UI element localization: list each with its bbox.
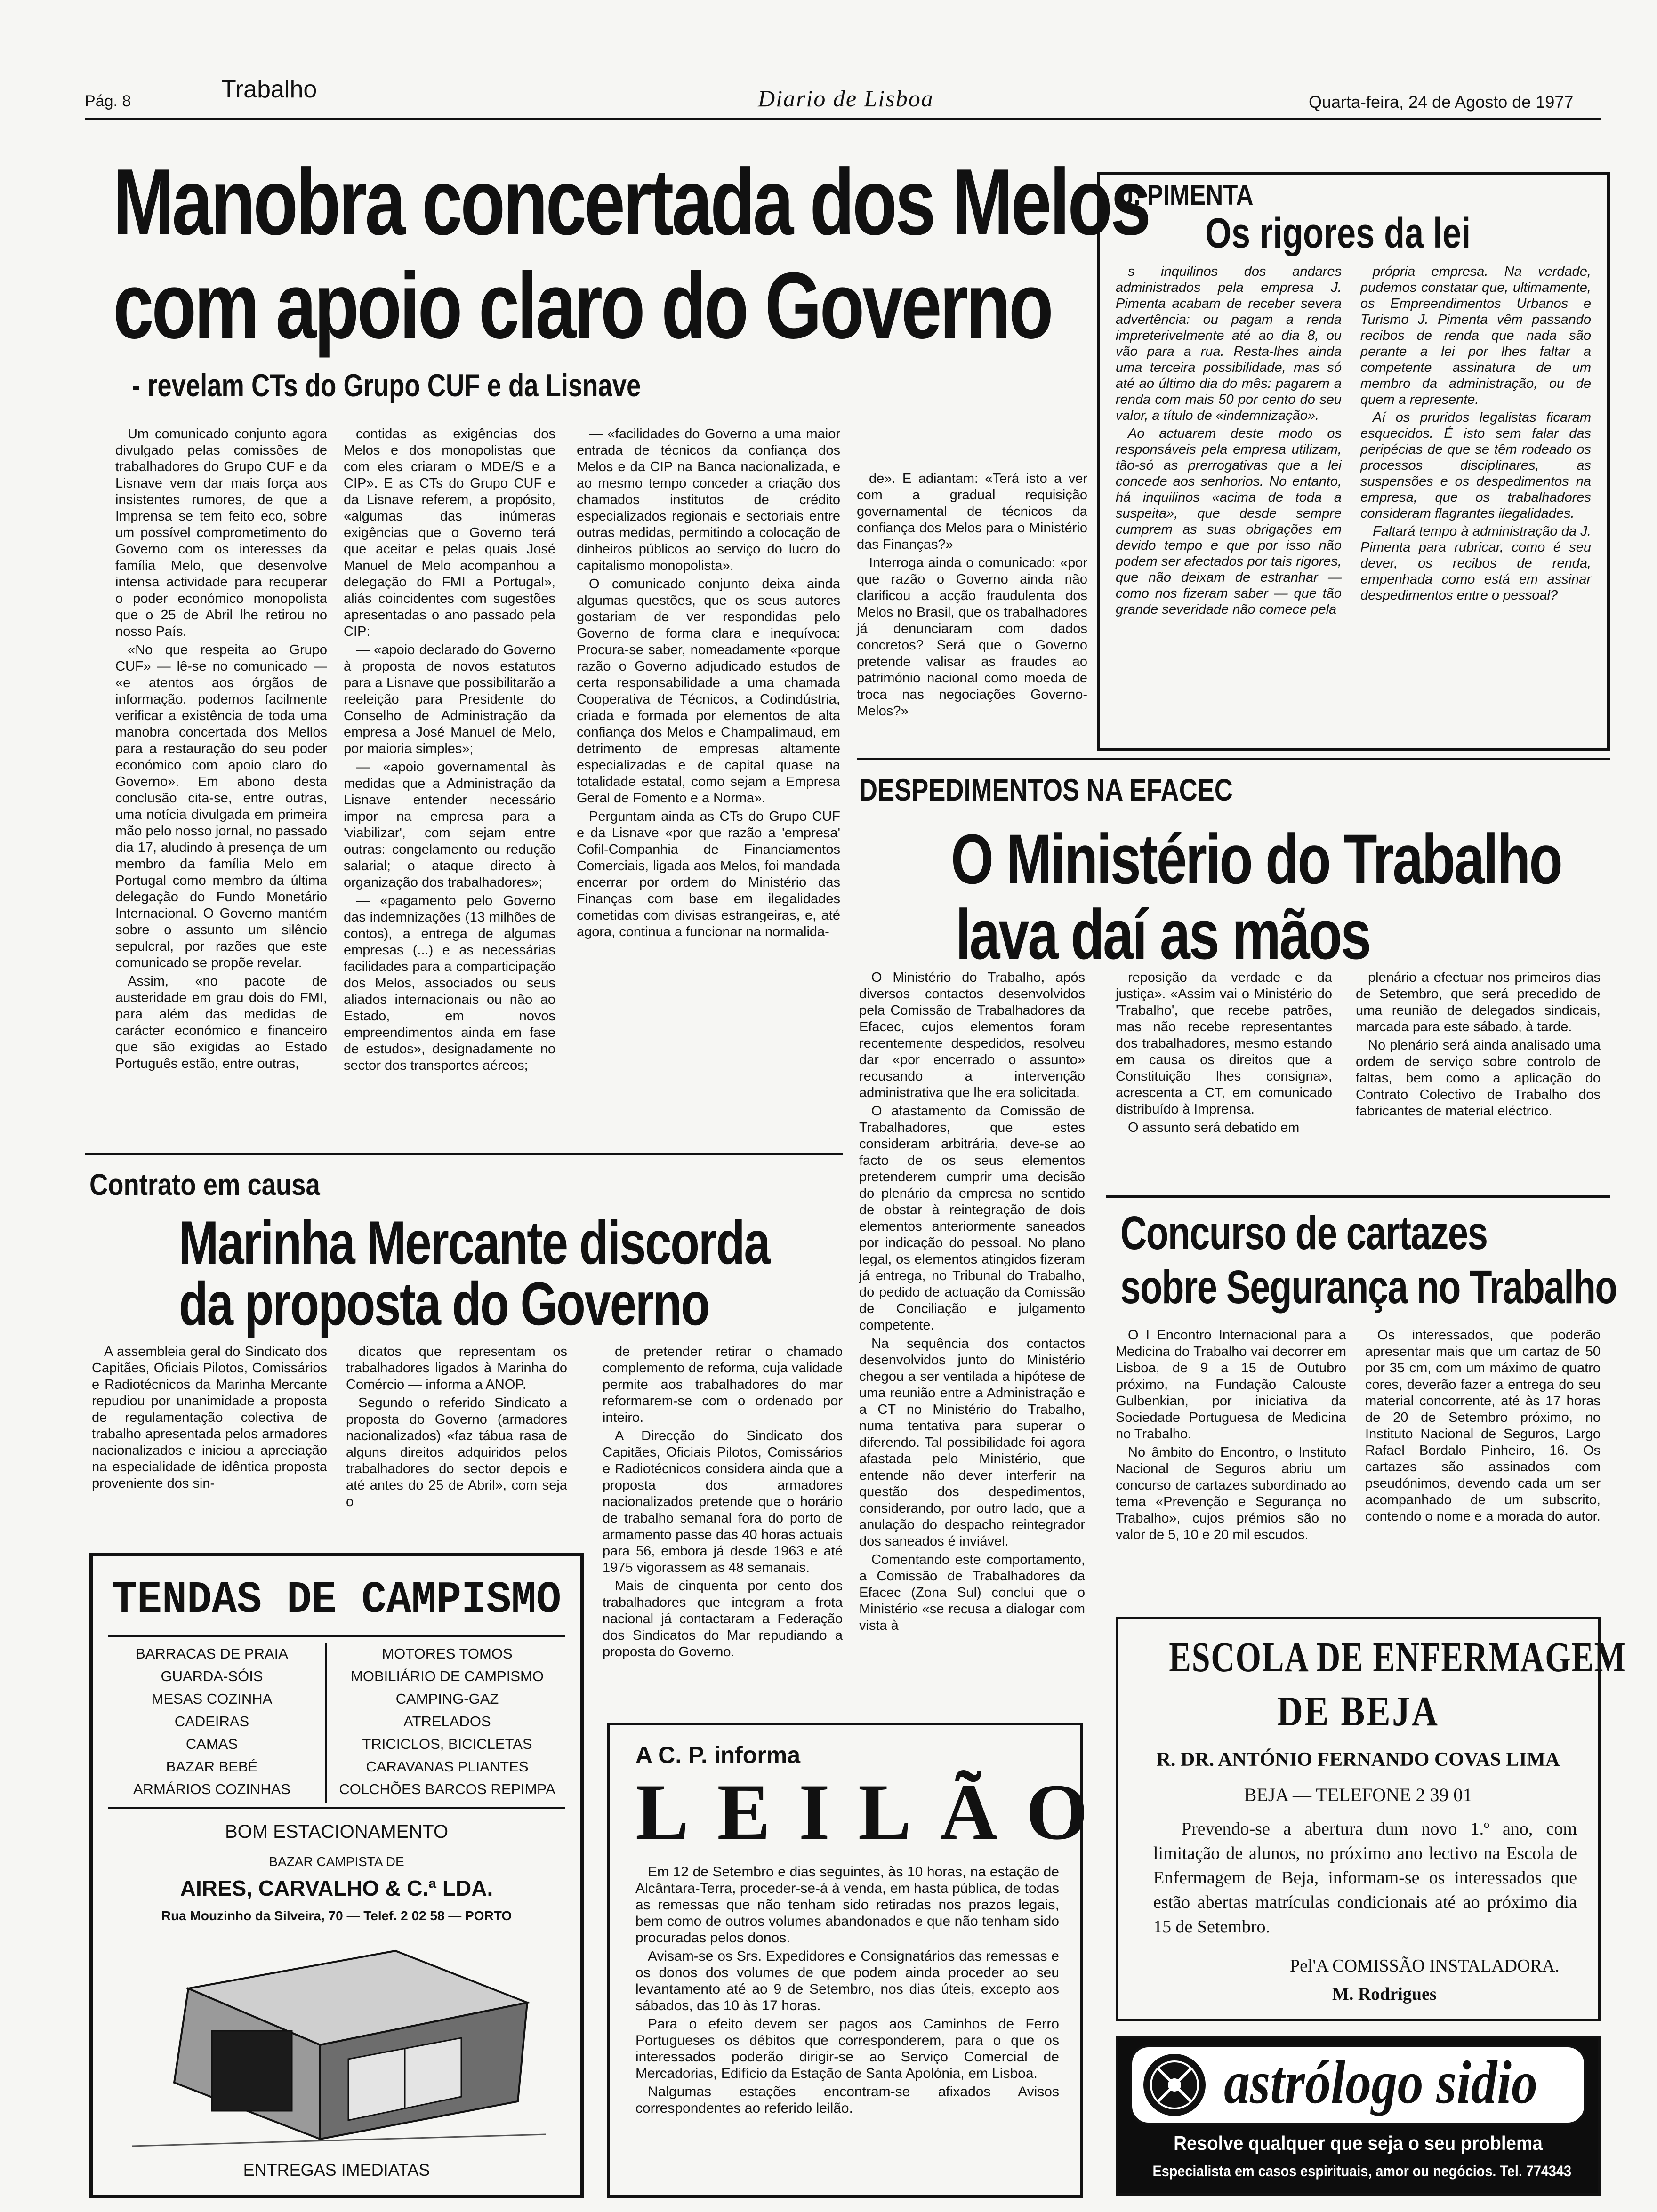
tendas-rule [108, 1635, 565, 1637]
tendas-item: TRICICLOS, BICICLETAS [362, 1736, 532, 1752]
paragraph: — «facilidades do Governo a uma maior entrada de técnicos da confiança dos Melos e da CIP na Banca nacionalizada, e ao mesmo tempo conceder a criação dos chamados institutos de crédito especializados regionais e sectoriais entre outras medidas, permitindo a colocação de dinheiros públicos ao serviço do lucro do capitalismo monopolista». [577, 426, 840, 573]
tendas-company: AIRES, CARVALHO & C.ª LDA. [180, 1876, 493, 1900]
paragraph: A Direcção do Sindicato dos Capitães, Oficiais Pilotos, Comissários e Radiotécnicos considera ainda que a proposta dos armadores nacionalizados pretende que o horário de trabalho semanal fora do porto de armamento passe das 40 horas actuais para 56, embora já desde 1963 e até 1975 vigorassem as 48 semanais. [603, 1428, 843, 1575]
escola-address: R. DR. ANTÓNIO FERNANDO COVAS LIMA [1156, 1749, 1560, 1771]
pimenta-author: J. PIMENTA [1120, 179, 1254, 211]
paragraph: Os interessados, que poderão apresentar mais que um cartaz de 50 por 35 cm, com um máximo de quatro cores, deverão fazer a entrega do seu material concorrente, até às 17 horas de 20 de Setembro próximo, no Instituto Nacional de Seguros, Largo Rafael Bordalo Pinheiro, 16. Os cartazes são assinados com pseudónimos, devendo cada um ser acompanhado de um subscrito, contendo o nome e a morada do autor. [1365, 1328, 1601, 1524]
paragraph: Interroga ainda o comunicado: «por que razão o Governo ainda não clarificou a acção fraudulenta dos Melos no Brasil, que os trabalhadores já denunciaram com dados concretos? Será que o Governo pretende valisar as fraudes ao património nacional como moeda de troca nas negociações Governo-Melos?» [857, 555, 1087, 719]
main-col-2 [344, 426, 555, 1076]
paragraph: de pretender retirar o chamado complemento de reforma, cuja validade permite aos trabalhadores do mar reformarem-se com o ordenado por inteiro. [603, 1344, 843, 1425]
marinha-col-1 [92, 1344, 327, 1494]
main-col-4 [857, 471, 1087, 721]
paragraph: Assim, «no pacote de austeridade em grau dois do FMI, para além das medidas de carácter económico e financeiro que são exigidas ao Estado Português estão, entre outras, [115, 974, 327, 1071]
paragraph: de». E adiantam: «Terá isto a ver com a gradual requisição governamental de técnicos da confiança dos Melos para o Ministério das Finanças?» [857, 471, 1087, 552]
paragraph: dicatos que representam os trabalhadores ligados à Marinha do Comércio — informa a ANOP. [346, 1344, 567, 1392]
paragraph: O assunto será debatido em [1128, 1120, 1300, 1135]
concurso-headline-line1: Concurso de cartazes [1120, 1207, 1488, 1259]
paragraph: reposição da verdade e da justiça». «Assim vai o Ministério do 'Trabalho', que recebe patrões, mas não recebe representantes dos trabalhadores, mesmo estando em causa os direitos que a Constituição lhes consigna», acrescenta a CT, em comunicado distribuído à Imprensa. [1116, 970, 1332, 1117]
pimenta-col-1 [1116, 264, 1342, 619]
tendas-item: CADEIRAS [174, 1713, 249, 1730]
paragraph: — «apoio declarado do Governo à proposta de novos estatutos para a Lisnave que possibilitarão a reeleição para Presidente do Conselho de Administração da empresa a José Manuel de Melo, por maioria simples»; [344, 642, 555, 756]
paragraph: Perguntam ainda as CTs do Grupo CUF e da Lisnave «por que razão a 'empresa' Cofil-Companhia de Financiamentos Comerciais, ligada aos Melos, foi mandada encerrar por ordem do Ministério das Finanças com base em ilegalidades cometidas com divisas estrangeiras, e, até agora, continua a funcionar na normalida- [577, 809, 840, 939]
tendas-parking: BOM ESTACIONAMENTO [225, 1821, 449, 1842]
paragraph: O comunicado conjunto deixa ainda algumas questões, que os seus autores gostariam de ver respondidas pelo Governo de forma clara e inequívoca: Procura-se saber, nomeadamente «porque razão o Governo adjudicado estudos de certa responsabilidade a uma chamada Cooperativa de Técnicos, a Codindústria, criada e formada por elementos de alta confiança dos Melos e Champalimaud, em detrimento de empresas altamente especializadas e de capital quase na totalidade estatal, como sejam a Empresa Geral de Fomento e a Norma». [577, 577, 840, 806]
escola-body: Prevendo-se a abertura dum novo 1.º ano, com limitação de alunos, no próximo ano lectivo na Escola de Enfermagem de Beja, informam-se os interessados que estão abertas matrículas condicionais até ao próximo dia 15 de Setembro. [1153, 1819, 1577, 1937]
paragraph: Um comunicado conjunto agora divulgado pelas comissões de trabalhadores do Grupo CUF e da Lisnave vem dar mais força aos insistentes rumores, de que a Imprensa se tem feito eco, sobre um possível comprometimento do Governo com os interesses da família Melo, que desenvolve intensa actividade para recuperar o poder económico monopolista que o 25 de Abril lhe retirou no nosso País. [115, 426, 327, 639]
marinha-headline-line1: Marinha Mercante discorda [179, 1208, 770, 1277]
tendas-item: COLCHÕES BARCOS REPIMPA [339, 1781, 555, 1797]
paragraph: Para o efeito devem ser pagos aos Caminhos de Ferro Portugueses os débitos que corresponderem, para o que os interessados poderão dirigir-se ao Serviço Comercial de Mercadorias, Edifício da Estação de Santa Apolónia, em Lisboa. [635, 2016, 1059, 2081]
tent-illustration [132, 1932, 546, 2153]
main-col-3 [577, 426, 840, 942]
tendas-divider [325, 1643, 327, 1803]
paragraph: No plenário será ainda analisado uma ordem de serviço sobre controlo de faltas, bem como a aplicação do Contrato Colectivo de Trabalho dos fabricantes de material eléctrico. [1356, 1038, 1601, 1119]
tendas-item: CAMAS [185, 1736, 238, 1752]
escola-signoff: Pel'A COMISSÃO INSTALADORA. [1290, 1956, 1560, 1976]
concurso-col-1 [1116, 1327, 1346, 1545]
leilao-body [635, 1864, 1059, 2118]
tendas-item: BARRACAS DE PRAIA [136, 1645, 288, 1662]
section-label: Trabalho [221, 76, 317, 103]
astrologo-line1: Resolve qualquer que seja o seu problema [1174, 2132, 1543, 2154]
leilao-kicker: A C. P. informa [635, 1742, 801, 1768]
paragraph: No âmbito do Encontro, o Instituto Nacional de Seguros abriu um concurso de cartazes subordinado ao tema «Prevenção e Segurança no Trabalho», cujos prémios são no valor de 5, 10 e 20 mil escudos. [1116, 1445, 1346, 1542]
tendas-item: MESAS COZINHA [151, 1691, 273, 1707]
paragraph: O Ministério do Trabalho, após diversos contactos desenvolvidos pela Comissão de Trabalhadores da Efacec, cujos elementos foram recentemente despedidos, resolveu dar «por encerrado o assunto» recusando a intervenção administrativa que lhe era solicitada. [859, 970, 1085, 1100]
tendas-item: CAMPING-GAZ [395, 1691, 499, 1707]
paragraph: Aí os pruridos legalistas ficaram esquecidos. É isto sem falar das peripécias de que se têm rodeado os processos disciplinares, as suspensões e os despedimentos na empresa, que os trabalhadores consideram flagrantes ilegalidades. [1360, 410, 1591, 521]
tendas-item: ARMÁRIOS COZINHAS [133, 1781, 291, 1797]
tendas-title: TENDAS DE CAMPISMO [112, 1574, 562, 1626]
zodiac-icon [1139, 2050, 1210, 2120]
paragraph: Comentando este comportamento, a Comissão de Trabalhadores da Efacec (Zona Sul) conclui que o Ministério «se recusa a dialogar com vista à [859, 1552, 1085, 1633]
marinha-top-rule [85, 1153, 843, 1155]
concurso-top-rule [1106, 1195, 1610, 1198]
paragraph: s inquilinos dos andares administrados pela empresa J. Pimenta acabam de receber severa advertência: ou pagam a renda impreterivelmente até ao dia 8, ou vão para a rua. Resta-lhes ainda uma terceira possibilidade, mas só até ao último dia do mês: pagarem a renda com mais 50 por cento do seu valor, a título de «indemnização». [1116, 264, 1342, 423]
efacec-col-1 [859, 970, 1085, 1636]
concurso-col-2 [1365, 1327, 1601, 1527]
efacec-headline-line1: O Ministério do Trabalho [951, 819, 1561, 898]
paragraph: Nalgumas estações encontram-se afixados Avisos correspondentes ao referido leilão. [635, 2084, 1059, 2116]
main-col-1 [115, 426, 327, 1074]
escola-title-1: ESCOLA DE ENFERMAGEM [1169, 1634, 1626, 1681]
efacec-headline-line2: lava daí as mãos [956, 895, 1370, 974]
tendas-bazar: BAZAR CAMPISTA DE [269, 1854, 404, 1869]
paragraph: O afastamento da Comissão de Trabalhadores, que estes consideram arbitrária, deve-se ao facto de os seus elementos pretenderem cumprir uma decisão do plenário da empresa no sentido de obstar à reintegração de dois elementos anteriormente saneados por indicação do pessoal. No plano legal, os elementos atingidos fizeram já entrega, no Tribunal do Trabalho, do pedido de actuação da Comissão de Conciliação e julgamento competente. [859, 1104, 1085, 1333]
tendas-item: GUARDA-SÓIS [161, 1668, 263, 1684]
paragraph: própria empresa. Na verdade, pudemos constatar que, ultimamente, os Empreendimentos Urbanos e Turismo J. Pimenta vêm passando recibos de renda que nada são perante a lei por lhes faltar a competente assinatura de um membro da administração, ou de quem a represente. [1360, 264, 1591, 407]
paragraph: O I Encontro Internacional para a Medicina do Trabalho vai decorrer em Lisboa, de 9 a 15 de Outubro próximo, na Fundação Calouste Gulbenkian, por iniciativa da Sociedade Portuguesa de Medicina no Trabalho. [1116, 1328, 1346, 1442]
tendas-rule-2 [108, 1807, 565, 1809]
pimenta-title: Os rigores da lei [1205, 210, 1471, 257]
tendas-address: Rua Mouzinho da Silveira, 70 — Telef. 2 02 58 — PORTO [161, 1908, 512, 1923]
tendas-list-left [108, 1643, 315, 1801]
masthead: Diario de Lisboa [758, 85, 934, 112]
tendas-item: MOTORES TOMOS [382, 1645, 513, 1662]
marinha-kicker: Contrato em causa [89, 1168, 320, 1202]
marinha-headline-line2: da proposta do Governo [179, 1269, 709, 1338]
marinha-col-2 [346, 1344, 567, 1512]
paragraph: Ao actuarem deste modo os responsáveis pela empresa utilizam, tão-só as prerrogativas que a lei concede aos senhorios. No entanto, há inquilinos «acima de toda a suspeita», que desde sempre cumprem as suas obrigações em devido tempo e que por isso não podem ser afectados por tais rigores, que não deixam de estranhar — como nos fizeram saber — que tão grande severidade não comece pela [1116, 426, 1342, 617]
astrologo-line2: Especialista em casos espirituais, amor ou negócios. Tel. 774343 [1152, 2163, 1571, 2180]
pimenta-col-2 [1360, 264, 1591, 605]
efacec-top-rule [857, 758, 1610, 760]
efacec-col-3 [1356, 970, 1601, 1122]
paragraph: Faltará tempo à administração da J. Pimenta para rubricar, como é seu dever, os recibos de renda, empenhada como está em assinar despedimentos entre o pessoal? [1360, 524, 1591, 603]
tendas-item: ATRELADOS [403, 1713, 491, 1730]
tendas-item: CARAVANAS PLIANTES [366, 1758, 529, 1775]
page-number: Pág. 8 [85, 92, 131, 110]
astrologo-title: astrólogo sidio [1224, 2049, 1538, 2116]
header-rule [85, 118, 1601, 120]
paragraph: Mais de cinquenta por cento dos trabalhadores que integram a frota nacional já contactaram a Federação dos Sindicatos do Mar repudiando a proposta do Governo. [603, 1579, 843, 1659]
leilao-title: LEILÃO [635, 1768, 1117, 1856]
main-headline-line1: Manobra concertada dos Melos [113, 150, 1149, 255]
tent-icon [132, 1951, 546, 2146]
tendas-footer: ENTREGAS IMEDIATAS [243, 2160, 430, 2180]
paragraph: — «apoio governamental às medidas que a Administração da Lisnave entender necessário impor na empresa para a 'viabilizar', com sejam entre outras: congelamento ou redução salarial; o ataque directo à organização dos trabalhadores»; [344, 760, 555, 890]
tendas-list-right [330, 1643, 565, 1801]
paragraph: A assembleia geral do Sindicato dos Capitães, Oficiais Pilotos, Comissários e Radiotécnicos da Marinha Mercante repudiou por unanimidade a proposta de regulamentação colectiva de trabalho apresentada pelos armadores nacionalizados e iniciou a apreciação na especialidade de idêntica proposta proveniente dos sin- [92, 1344, 327, 1491]
main-subhead: - revelam CTs do Grupo CUF e da Lisnave [132, 368, 641, 403]
paragraph: plenário a efectuar nos primeiros dias de Setembro, que será precedido de uma reunião de delegados sindicais, marcada para este sábado, à tarde. [1356, 970, 1601, 1034]
paragraph: Segundo o referido Sindicato a proposta do Governo (armadores nacionalizados) «faz tábua rasa de alguns direitos adquiridos pelos trabalhadores do sector depois e até antes do 25 de Abril», com seja o [346, 1395, 567, 1509]
concurso-headline-line2: sobre Segurança no Trabalho [1120, 1261, 1617, 1314]
escola-phone: BEJA — TELEFONE 2 39 01 [1244, 1784, 1472, 1805]
escola-title-2: DE BEJA [1277, 1688, 1440, 1735]
paragraph: Avisam-se os Srs. Expedidores e Consignatários das remessas e os donos dos volumes de que podem ainda proceder ao seu levantamento até ao 9 de Setembro, nos dias úteis, excepto aos sábados, das 10 às 17 horas. [635, 1948, 1059, 2013]
paragraph: contidas as exigências dos Melos e dos monopolistas que com eles criaram o MDE/S e a CIP». E as CTs do Grupo CUF e da Lisnave referem, a propósito, «algumas das inúmeras exigências que o Governo terá que aceitar e pelas quais José Manuel de Melo acompanhou a delegação do FMI a Portugal», aliás coincidentes com sugestões apresentadas o ano passado pela CIP: [344, 426, 555, 639]
efacec-kicker: DESPEDIMENTOS NA EFACEC [859, 772, 1233, 807]
paragraph: Em 12 de Setembro e dias seguintes, às 10 horas, na estação de Alcântara-Terra, proceder-se-á à venda, em hasta pública, de todas as remessas que não tenham sido retiradas nos prazos legais, bem como de outros volumes abandonados e que não tenham sido procuradas pelos donos. [635, 1864, 1059, 1946]
tendas-item: MOBILIÁRIO DE CAMPISMO [351, 1668, 544, 1684]
paragraph: «No que respeita ao Grupo CUF» — lê-se no comunicado — «e atentos aos órgãos de informação, podemos facilmente verificar a existência de toda uma manobra concertada dos Mellos para a restauração do seu poder económico com apoio claro do Governo». Em abono desta conclusão cita-se, entre outras, uma notícia divulgada em primeira mão pelo nosso jornal, no passado dia 17, aludindo à presença de um membro da família Melo em Portugal como membro da última delegação do Fundo Monetário Internacional. O Governo mantém sobre o assunto um silêncio sepulcral, por razões que este comunicado se propõe revelar. [115, 642, 327, 970]
efacec-col-2 [1116, 970, 1332, 1138]
paragraph: Na sequência dos contactos desenvolvidos junto do Ministério chegou a ser ventilada a hipótese de uma reunião entre a Administração e a CT no Ministério do Trabalho, numa tentativa para superar o diferendo. Tal possibilidade foi agora afastada pelo Ministério, que entende não dever interferir na questão dos despedimentos, considerando, por outro lado, que a anulação do despacho reintegrador dos saneados é inviável. [859, 1336, 1085, 1549]
tendas-item: BAZAR BEBÉ [166, 1758, 258, 1775]
issue-date: Quarta-feira, 24 de Agosto de 1977 [1309, 92, 1574, 112]
main-headline-line2: com apoio claro do Governo [113, 253, 1052, 358]
escola-signature: M. Rodrigues [1332, 1984, 1437, 2004]
marinha-col-3 [603, 1344, 843, 1662]
paragraph: — «pagamento pelo Governo das indemnizações (13 milhões de contos), a entrega de algumas empresas (...) e as necessárias facilidades para a comparticipação dos Melos, associados ou seus aliados internacionais ou não ao Estado, em novos empreendimentos ainda em fase de estudos», designadamente no sector dos transportes aéreos; [344, 893, 555, 1073]
